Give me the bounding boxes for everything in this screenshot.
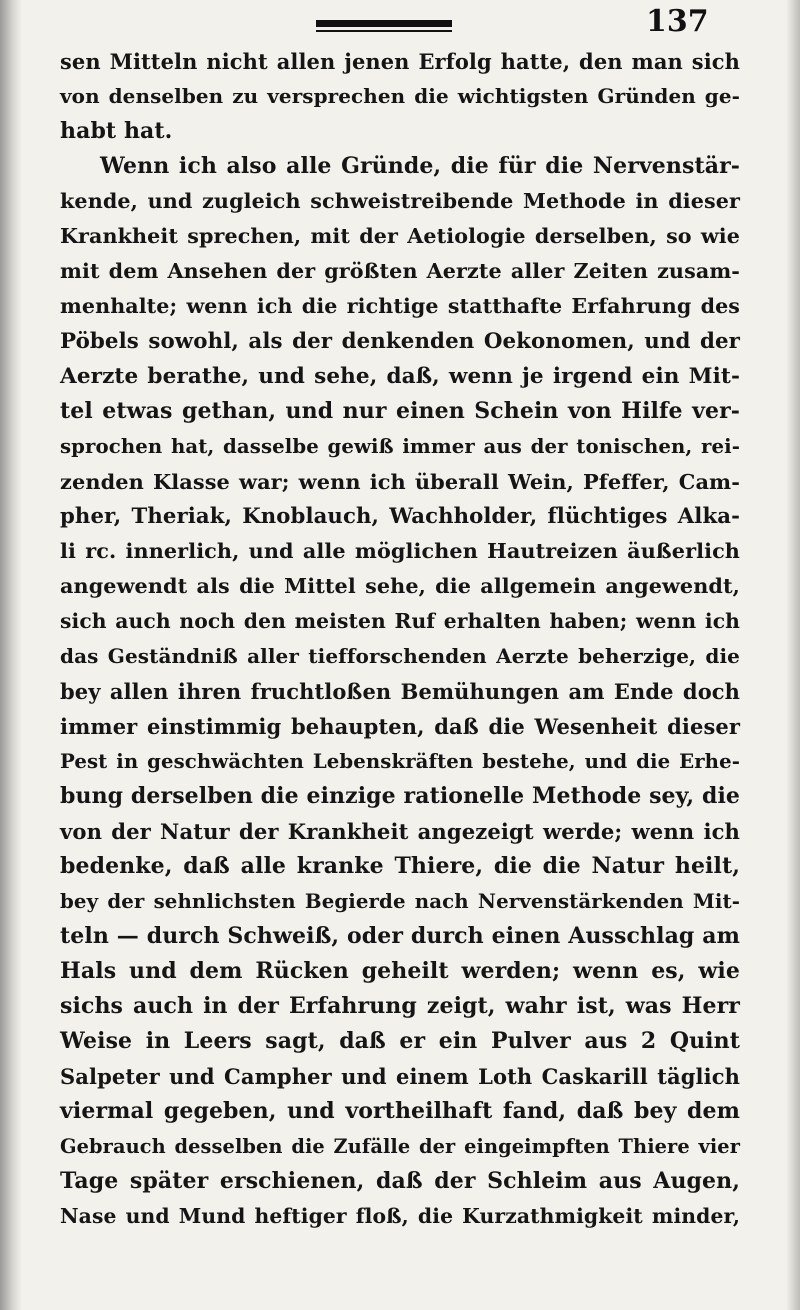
text-line: von der Natur der Krankheit angezeigt werde; wenn ich xyxy=(60,819,740,844)
text-line: Hals und dem Rücken geheilt werden; wenn es, wie xyxy=(60,958,740,984)
text-line: zenden Klasse war; wenn ich überall Wein, Pfeffer, Cam- xyxy=(60,469,740,494)
text-line: sichs auch in der Erfahrung zeigt, wahr ist, was Herr xyxy=(60,993,740,1019)
page-gutter-shadow xyxy=(0,0,22,1310)
text-line: sich auch noch den meisten Ruf erhalten haben; wenn ich xyxy=(60,609,740,633)
text-line: Nase und Mund heftiger floß, die Kurzathmigkeit minder, xyxy=(60,1204,740,1228)
paragraph-first-line: Wenn ich also alle Gründe, die für die Nervenstär- xyxy=(100,153,740,179)
text-line: pher, Theriak, Knoblauch, Wachholder, flüchtiges Alka- xyxy=(60,504,740,529)
text-line: menhalte; wenn ich die richtige statthafte Erfahrung des xyxy=(60,294,740,318)
text-line: sen Mitteln nicht allen jenen Erfolg hatte, den man sich xyxy=(60,49,740,74)
text-line: kende, und zugleich schweistreibende Methode in dieser xyxy=(60,189,740,213)
text-line: Pest in geschwächten Lebenskräften bestehe, und die Erhe- xyxy=(60,750,740,773)
text-line: mit dem Ansehen der größten Aerzte aller Zeiten zusam- xyxy=(60,259,740,283)
header-ornament-rule xyxy=(316,18,452,34)
text-line: Pöbels sowohl, als der denkenden Oekonomen, und der xyxy=(60,329,740,354)
page-number: 137 xyxy=(646,4,709,39)
text-line: li rc. innerlich, und alle möglichen Hautreizen äußerlich xyxy=(60,539,740,563)
text-line: bey allen ihren fruchtloßen Bemühungen am Ende doch xyxy=(60,679,740,704)
text-line: das Geständniß aller tiefforschenden Aerzte beherzige, die xyxy=(60,644,740,668)
text-line: Salpeter und Campher und einem Loth Caskarill täglich xyxy=(60,1064,740,1089)
header-rule-thick xyxy=(316,20,452,27)
text-line: Krankheit sprechen, mit der Aetiologie derselben, so wie xyxy=(60,224,740,248)
page-edge-shadow xyxy=(786,0,800,1310)
text-line: Weise in Leers sagt, daß er ein Pulver aus 2 Quint xyxy=(60,1028,740,1054)
text-line: Tage später erschienen, daß der Schleim aus Augen, xyxy=(60,1168,740,1194)
text-line: bung derselben die einzige rationelle Methode sey, die xyxy=(60,783,740,809)
text-line: teln — durch Schweiß, oder durch einen Ausschlag am xyxy=(60,923,740,949)
text-line: sprochen hat, dasselbe gewiß immer aus der tonischen, rei- xyxy=(60,435,740,458)
text-line: viermal gegeben, und vortheilhaft fand, daß bey dem xyxy=(60,1098,740,1124)
text-line: bey der sehnlichsten Begierde nach Nervenstärkenden Mit- xyxy=(60,889,740,913)
text-line: habt hat. xyxy=(60,118,173,144)
text-line: von denselben zu versprechen die wichtigsten Gründen ge- xyxy=(60,84,740,108)
text-line: bedenke, daß alle kranke Thiere, die die Natur heilt, xyxy=(60,853,740,879)
text-line: immer einstimmig behaupten, daß die Wesenheit dieser xyxy=(60,714,740,739)
text-line: Aerzte berathe, und sehe, daß, wenn je irgend ein Mit- xyxy=(60,364,740,389)
text-line: tel etwas gethan, und nur einen Schein von Hilfe ver- xyxy=(60,398,740,424)
text-line: angewendt als die Mittel sehe, die allgemein angewendt, xyxy=(60,574,740,598)
header-rule-thin xyxy=(316,30,452,32)
text-line: Gebrauch desselben die Zufälle der eingeimpften Thiere vier xyxy=(60,1135,740,1158)
body-text xyxy=(60,44,740,1234)
